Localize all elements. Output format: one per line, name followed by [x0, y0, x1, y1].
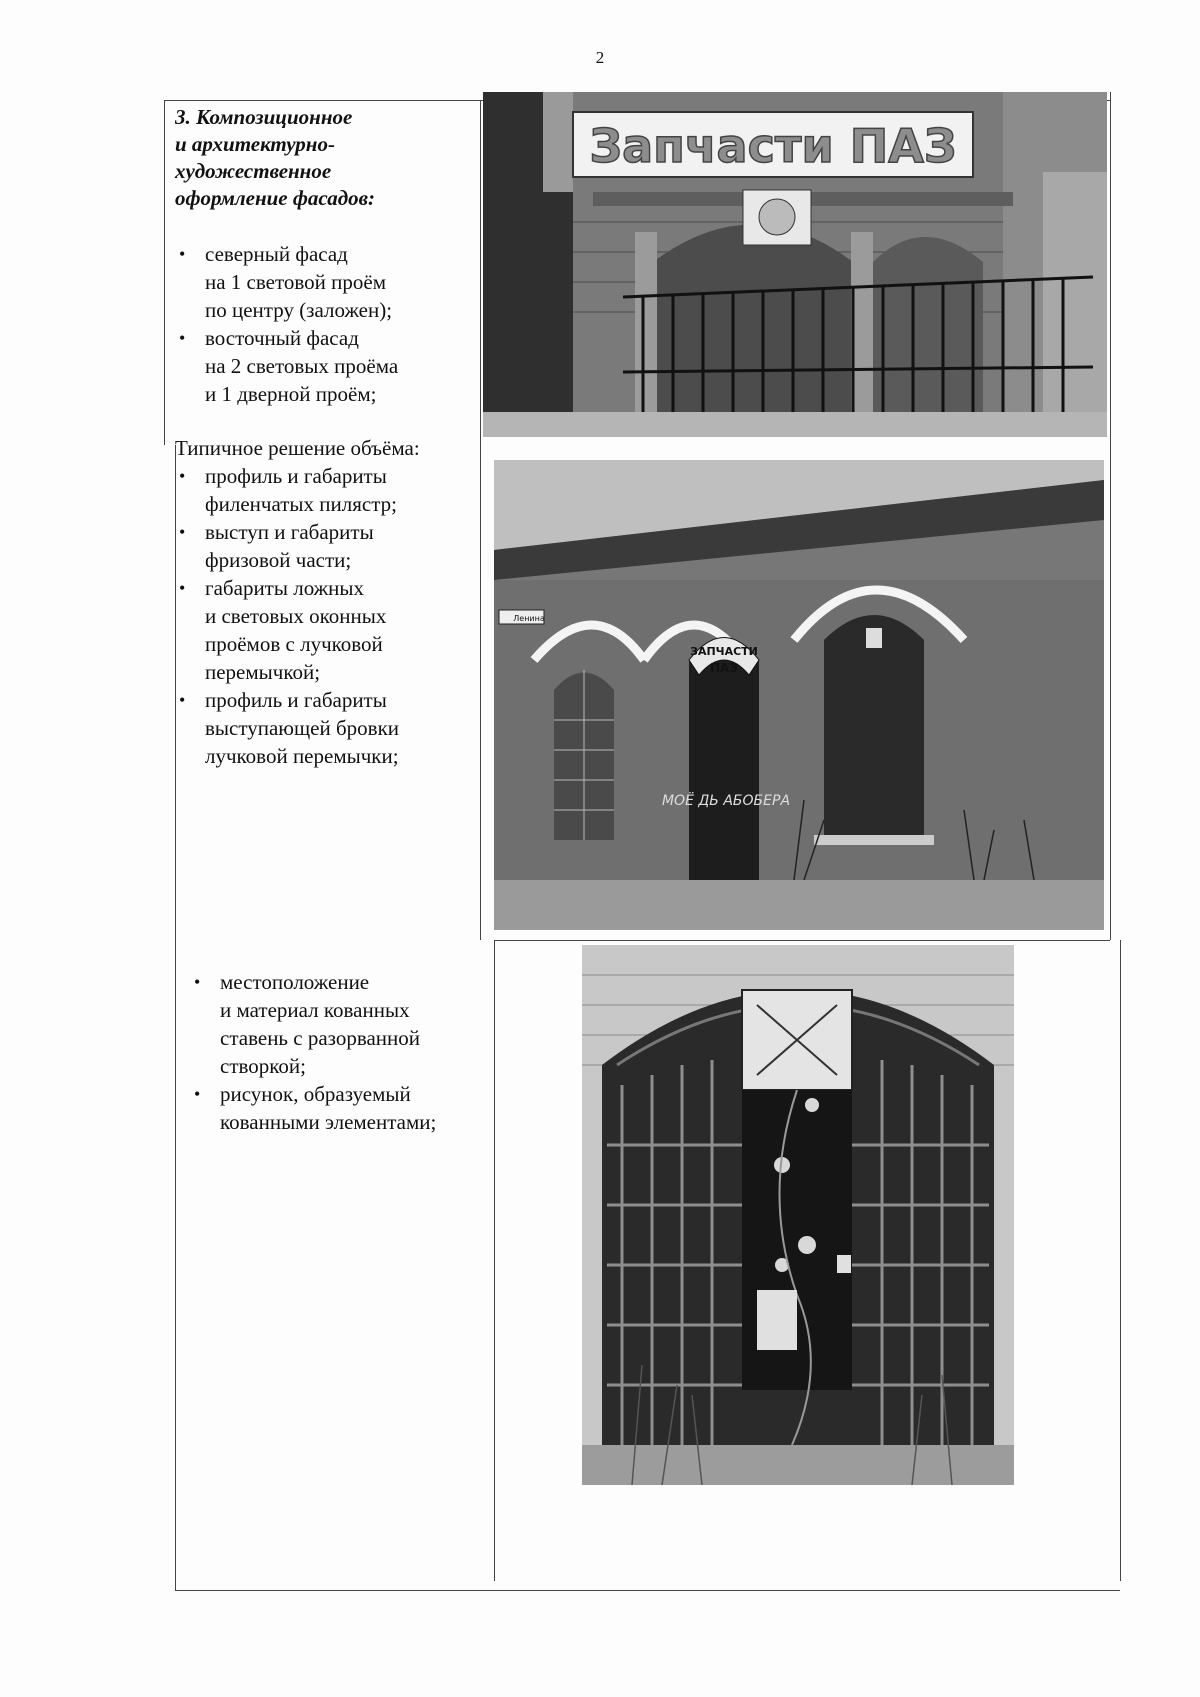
door-graffiti: МОЁ ДЬ АБОБЕРА: [661, 793, 791, 809]
list-item: • восточный фасад на 2 световых проёма и 1 дверной проём;: [175, 324, 475, 408]
table-right-border-lower: [1120, 940, 1121, 1581]
list-item: • габариты ложных и световых оконных проёмов с лучковой перемычкой;: [175, 574, 475, 686]
column-divider: [480, 100, 481, 940]
door-sign-line2: ПАЗ: [710, 661, 738, 675]
lower-list: [190, 968, 490, 1136]
list-item: • выступ и габариты фризовой части;: [175, 518, 475, 574]
photo-north-facade: [483, 92, 1107, 437]
table-left-border: [164, 100, 165, 445]
typical-label: Типичное решение объёма:: [175, 436, 420, 460]
list-item: • рисунок, образуемый кованными элементами;: [190, 1080, 490, 1136]
list-item: • профиль и габариты выступающей бровки лучковой перемычки;: [175, 686, 475, 770]
typical-list: [175, 462, 475, 770]
section-heading: 3. Композиционное и архитектурно- художественное оформление фасадов:: [175, 105, 375, 210]
photo-forged-shutters: [582, 945, 1014, 1485]
street-plate-text: Ленина: [513, 614, 545, 623]
upper-text-cell: [175, 104, 475, 770]
facade-list: [175, 240, 475, 408]
column-divider-lower: [494, 940, 495, 1581]
photo-east-facade: [494, 460, 1104, 930]
shop-sign-text: Запчасти ПАЗ: [589, 119, 957, 173]
door-sign-line1: ЗАПЧАСТИ: [690, 645, 758, 658]
page-number: 2: [595, 48, 605, 67]
list-item: • северный фасад на 1 световой проём по центру (заложен);: [175, 240, 475, 324]
list-item: • местоположение и материал кованных ставень с разорванной створкой;: [190, 968, 490, 1080]
list-item: • профиль и габариты филенчатых пилястр;: [175, 462, 475, 518]
row-divider: [494, 940, 1110, 941]
table-bottom-border: [175, 1590, 1120, 1591]
table-right-border: [1110, 92, 1111, 940]
lower-text-cell: [190, 968, 490, 1136]
